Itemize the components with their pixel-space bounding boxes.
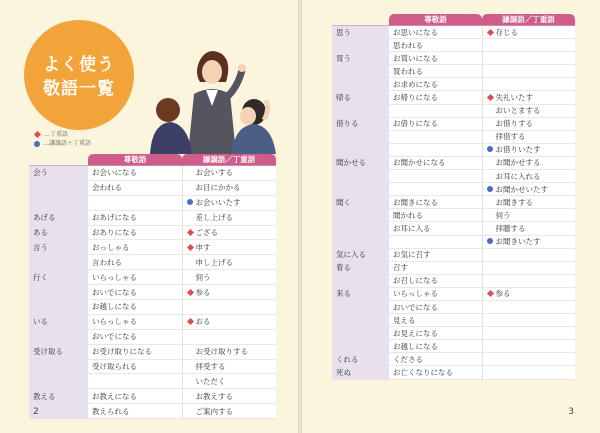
table-row (332, 39, 575, 52)
kenjo-cell (182, 389, 276, 404)
table-row (29, 344, 276, 359)
kenjo-cell (482, 91, 575, 104)
kenjo-text: お聞かせする (495, 158, 541, 168)
sonkei-cell: お聞きになる (389, 196, 482, 209)
kenjo-text: お聞きいたす (495, 237, 541, 247)
verb-cell (332, 65, 389, 78)
table-row (332, 261, 575, 274)
kenjo-cell (182, 285, 276, 300)
verb-cell (29, 300, 88, 315)
sonkei-cell (389, 170, 482, 183)
kenjo-cell (182, 359, 276, 374)
verb-cell (29, 359, 88, 374)
verb-cell: いる (29, 314, 88, 329)
kenjo-cell (182, 195, 276, 210)
table-row (332, 327, 575, 340)
sonkei-cell: 召す (389, 261, 482, 274)
verb-cell (332, 143, 389, 156)
table-row (332, 78, 575, 91)
table-row (29, 210, 276, 225)
table-row (332, 222, 575, 235)
sonkei-cell: くださる (389, 353, 482, 366)
verb-cell (29, 329, 88, 344)
sonkei-cell: 思われる (389, 39, 482, 52)
keigo-table-left (29, 154, 276, 419)
sonkei-cell: いらっしゃる (389, 287, 482, 300)
kenjo-text: 伺う (195, 272, 211, 282)
verb-cell: 教える (29, 389, 88, 404)
diamond-icon (186, 289, 193, 296)
header-kenjo: 謙譲語／丁重語 (482, 14, 575, 26)
legend (33, 130, 91, 148)
sonkei-cell: お買いになる (389, 52, 482, 65)
verb-cell: あげる (29, 210, 88, 225)
kenjo-cell (482, 183, 575, 196)
table-row (29, 359, 276, 374)
table-row (332, 65, 575, 78)
table-row (332, 209, 575, 222)
diamond-icon (486, 290, 493, 297)
verb-cell (332, 327, 389, 340)
kenjo-cell (482, 235, 575, 248)
legend-teinei-label: …丁重語 (44, 131, 69, 138)
kenjo-cell (482, 366, 575, 379)
kenjo-cell (482, 26, 575, 39)
kenjo-text: お会いいたす (195, 198, 241, 208)
sonkei-cell: お越しになる (88, 300, 182, 315)
kenjo-text: 申す (195, 242, 211, 252)
diamond-icon (186, 318, 193, 325)
table-header (29, 154, 276, 166)
sonkei-cell: お見えになる (389, 327, 482, 340)
diamond-icon (486, 29, 493, 36)
kenjo-cell (182, 255, 276, 270)
table-row (332, 183, 575, 196)
kenjo-text: 参る (195, 287, 211, 297)
sonkei-cell: お会いになる (88, 166, 182, 181)
legend-teinei (33, 130, 91, 139)
sonkei-cell: いらっしゃる (88, 270, 182, 285)
dot-icon (487, 186, 493, 192)
table-row (29, 300, 276, 315)
verb-cell: くれる (332, 353, 389, 366)
sonkei-cell (389, 183, 482, 196)
kenjo-cell (182, 404, 276, 419)
verb-cell: 行く (29, 270, 88, 285)
sonkei-cell: お借りになる (389, 117, 482, 130)
verb-cell (332, 340, 389, 353)
kenjo-text: 伺う (495, 210, 511, 220)
sonkei-cell: お亡くなりになる (389, 366, 482, 379)
sonkei-cell (389, 130, 482, 143)
sonkei-cell: おいでになる (389, 300, 482, 313)
verb-cell: 言う (29, 240, 88, 255)
marker-slot (187, 198, 196, 207)
kenjo-text: ご案内する (195, 406, 233, 416)
verb-cell (332, 39, 389, 52)
table-row (332, 170, 575, 183)
sonkei-cell: お思いになる (389, 26, 482, 39)
table-row (29, 329, 276, 344)
kenjo-cell (482, 170, 575, 183)
left-page (0, 0, 298, 433)
sonkei-cell: お耳に入る (389, 222, 482, 235)
header-blank (332, 14, 389, 26)
table-row (29, 240, 276, 255)
table-row (332, 314, 575, 327)
kenjo-cell (482, 287, 575, 300)
kenjo-text: お耳に入れる (495, 171, 541, 181)
table-row (332, 274, 575, 287)
kenjo-cell (182, 180, 276, 195)
verb-cell (29, 180, 88, 195)
legend-kenjo (33, 139, 91, 148)
sonkei-cell: 会われる (88, 180, 182, 195)
table-row (332, 52, 575, 65)
sonkei-cell: おいでになる (88, 285, 182, 300)
sonkei-cell: おっしゃる (88, 240, 182, 255)
sonkei-cell (88, 374, 182, 389)
verb-cell (29, 255, 88, 270)
verb-cell: ある (29, 225, 88, 240)
kenjo-text: 拝聴する (495, 223, 526, 233)
kenjo-text: 拝借する (495, 132, 526, 142)
sonkei-cell: 教えられる (88, 404, 182, 419)
table-row (332, 235, 575, 248)
kenjo-text: いただく (195, 376, 226, 386)
sonkei-cell (389, 143, 482, 156)
kenjo-text: お借りする (495, 119, 533, 129)
kenjo-cell (182, 344, 276, 359)
verb-cell (332, 274, 389, 287)
verb-cell: 受け取る (29, 344, 88, 359)
marker-slot (487, 28, 496, 37)
table-row (29, 404, 276, 419)
sonkei-cell: おありになる (88, 225, 182, 240)
kenjo-cell (482, 104, 575, 117)
table-header (332, 14, 575, 26)
sonkei-cell: 言われる (88, 255, 182, 270)
kenjo-text: 申し上げる (195, 257, 233, 267)
title-line-2: 敬語一覧 (43, 79, 115, 99)
table-row (332, 196, 575, 209)
verb-cell: 買う (332, 52, 389, 65)
table-row (332, 91, 575, 104)
diamond-icon (186, 244, 193, 251)
verb-cell: 帰る (332, 91, 389, 104)
table-row (332, 26, 575, 39)
kenjo-text: お教えする (195, 391, 233, 401)
header-sonkei: 尊敬語 (88, 154, 182, 166)
kenjo-cell (182, 240, 276, 255)
sonkei-cell: お求めになる (389, 78, 482, 91)
table-row (332, 130, 575, 143)
header-sonkei: 尊敬語 (389, 14, 482, 26)
table-row (332, 366, 575, 379)
kenjo-text: 拝受する (195, 362, 226, 372)
table-row (29, 225, 276, 240)
sonkei-cell: おいでになる (88, 329, 182, 344)
verb-cell (332, 235, 389, 248)
verb-cell (332, 222, 389, 235)
kenjo-text: 失礼いたす (495, 93, 533, 103)
marker-slot (487, 185, 496, 194)
table-row (332, 143, 575, 156)
verb-cell (332, 130, 389, 143)
sonkei-cell: 見える (389, 314, 482, 327)
verb-cell: 死ぬ (332, 366, 389, 379)
dot-icon (487, 146, 493, 152)
verb-cell: 思う (332, 26, 389, 39)
table-row (332, 287, 575, 300)
keigo-table-right (332, 14, 575, 380)
kenjo-cell (482, 314, 575, 327)
sonkei-cell: お聞かせになる (389, 156, 482, 169)
verb-cell: 来る (332, 287, 389, 300)
kenjo-cell (182, 300, 276, 315)
kenjo-text: ござる (195, 228, 218, 237)
verb-cell (332, 78, 389, 91)
dot-icon (487, 238, 493, 244)
office-people-illustration (148, 42, 278, 154)
verb-cell (29, 285, 88, 300)
sonkei-cell: お教えになる (88, 389, 182, 404)
right-page (302, 0, 600, 433)
verb-cell (332, 104, 389, 117)
kenjo-cell (182, 210, 276, 225)
table-row (332, 353, 575, 366)
sonkei-cell: 受け取られる (88, 359, 182, 374)
verb-cell (29, 374, 88, 389)
diamond-icon (486, 94, 493, 101)
verb-cell (332, 300, 389, 313)
table-row (29, 285, 276, 300)
kenjo-cell (182, 314, 276, 329)
header-kenjo: 謙譲語／丁重語 (182, 154, 276, 166)
table-row (332, 248, 575, 261)
kenjo-cell (182, 270, 276, 285)
table-row (29, 180, 276, 195)
kenjo-cell (482, 143, 575, 156)
sonkei-cell: お帰りになる (389, 91, 482, 104)
kenjo-cell (482, 248, 575, 261)
title-badge (24, 20, 134, 130)
verb-cell (332, 209, 389, 222)
kenjo-cell (482, 209, 575, 222)
kenjo-text: 存じる (495, 27, 518, 37)
table-row (29, 166, 276, 181)
dot-icon (34, 141, 40, 147)
sonkei-cell (88, 195, 182, 210)
table-row (29, 389, 276, 404)
legend-kenjo-label: …謙譲語＋丁重語 (43, 140, 92, 147)
table-row (29, 255, 276, 270)
kenjo-text: おる (195, 317, 211, 327)
kenjo-text: お聞かせいたす (495, 184, 548, 194)
verb-cell (332, 183, 389, 196)
sonkei-cell (389, 235, 482, 248)
kenjo-cell (482, 156, 575, 169)
sonkei-cell (389, 104, 482, 117)
kenjo-cell (482, 117, 575, 130)
sonkei-cell: お越しになる (389, 340, 482, 353)
table-row (29, 314, 276, 329)
page-number-left: 2 (33, 407, 39, 417)
kenjo-cell (482, 52, 575, 65)
kenjo-cell (182, 329, 276, 344)
kenjo-cell (482, 300, 575, 313)
marker-slot (487, 93, 496, 102)
marker-slot (187, 243, 196, 252)
sonkei-cell: おあげになる (88, 210, 182, 225)
table-row (29, 374, 276, 389)
sonkei-cell: お受け取りになる (88, 344, 182, 359)
verb-cell: 気に入る (332, 248, 389, 261)
sonkei-cell: お召しになる (389, 274, 482, 287)
kenjo-cell (182, 166, 276, 181)
marker-slot (487, 145, 496, 154)
kenjo-text: お会いする (195, 168, 233, 178)
kenjo-text: おいとまする (495, 106, 541, 116)
kenjo-cell (182, 374, 276, 389)
kenjo-text: お聞きする (495, 197, 533, 207)
verb-cell (29, 195, 88, 210)
verb-cell: 借りる (332, 117, 389, 130)
title-line-1: よく使う (43, 55, 115, 75)
marker-slot (187, 288, 196, 297)
marker-slot (187, 317, 196, 326)
verb-cell (332, 170, 389, 183)
page-number-right: 3 (568, 407, 574, 417)
table-row (29, 270, 276, 285)
kenjo-cell (482, 222, 575, 235)
header-blank (29, 154, 88, 166)
kenjo-cell (482, 340, 575, 353)
marker-slot (487, 237, 496, 246)
sonkei-cell: いらっしゃる (88, 314, 182, 329)
kenjo-cell (482, 65, 575, 78)
table-row (29, 195, 276, 210)
table-row (332, 117, 575, 130)
diamond-icon (34, 131, 41, 138)
kenjo-cell (482, 261, 575, 274)
table-row (332, 300, 575, 313)
table-row (332, 156, 575, 169)
diamond-icon (186, 229, 193, 236)
kenjo-text: お受け取りする (195, 347, 248, 357)
kenjo-cell (182, 225, 276, 240)
kenjo-text: お借りいたす (495, 145, 541, 155)
verb-cell: 着る (332, 261, 389, 274)
verb-cell: 聞く (332, 196, 389, 209)
marker-slot (487, 289, 496, 298)
kenjo-text: お目にかかる (195, 183, 241, 193)
sonkei-cell: お気に召す (389, 248, 482, 261)
verb-cell (332, 314, 389, 327)
table-row (332, 340, 575, 353)
marker-slot (187, 228, 196, 237)
kenjo-cell (482, 274, 575, 287)
kenjo-cell (482, 327, 575, 340)
kenjo-cell (482, 353, 575, 366)
verb-cell: 会う (29, 166, 88, 181)
verb-cell: 聞かせる (332, 156, 389, 169)
dot-icon (187, 199, 193, 205)
kenjo-cell (482, 78, 575, 91)
kenjo-cell (482, 130, 575, 143)
kenjo-text: 参る (495, 289, 511, 299)
table-row (332, 104, 575, 117)
kenjo-text: 差し上げる (195, 213, 233, 223)
kenjo-cell (482, 196, 575, 209)
sonkei-cell: 買われる (389, 65, 482, 78)
kenjo-cell (482, 39, 575, 52)
sonkei-cell: 聞かれる (389, 209, 482, 222)
